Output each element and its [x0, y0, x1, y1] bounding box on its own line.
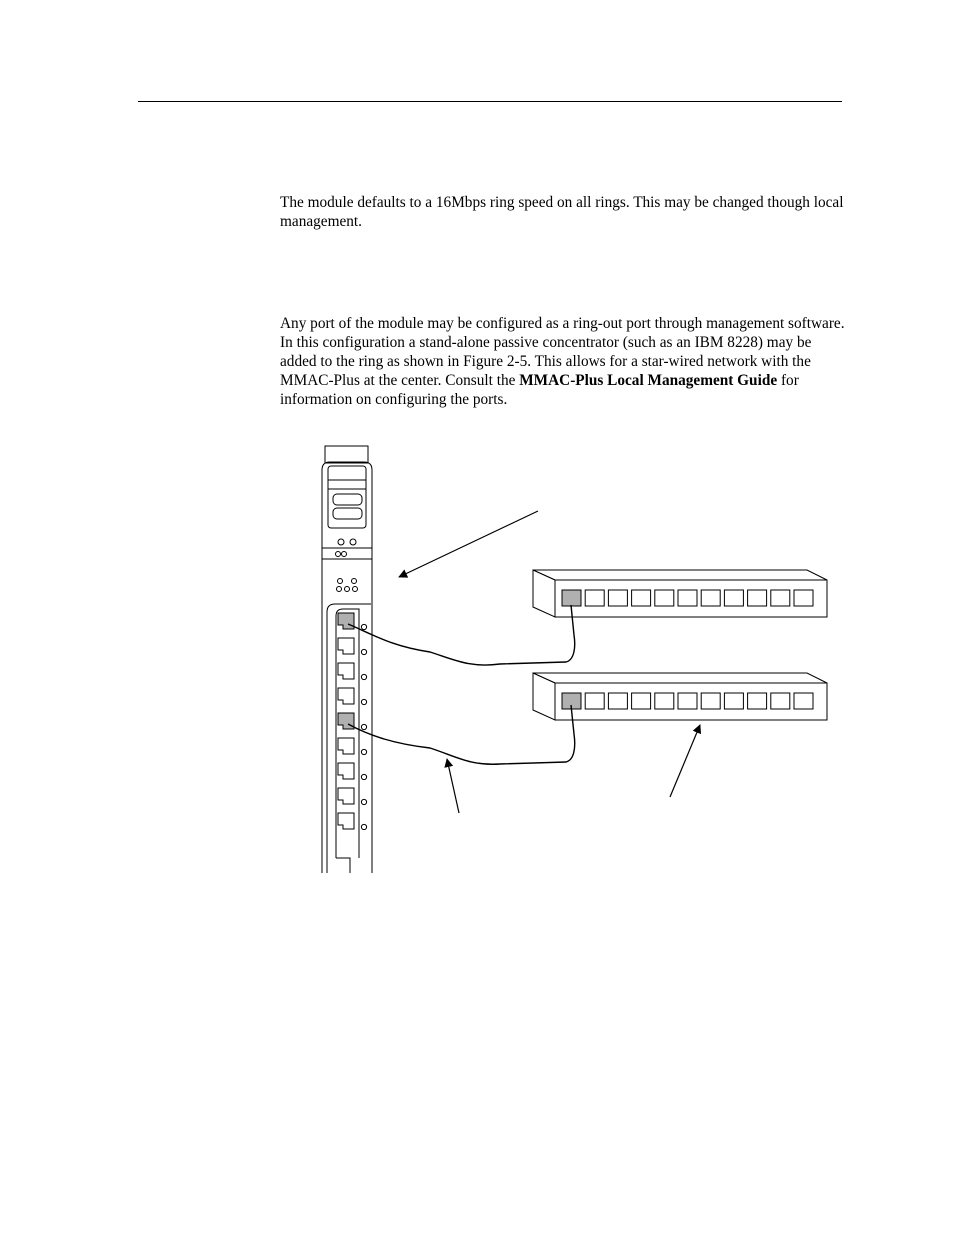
- concentrator-port: [748, 590, 767, 606]
- concentrator-port: [678, 693, 697, 709]
- module-port-led: [361, 774, 366, 779]
- module-port: [338, 638, 354, 654]
- concentrator-port: [562, 590, 581, 606]
- ring-speed-paragraph: The module defaults to a 16Mbps ring speed on all rings. This may be changed though local management.: [280, 194, 844, 230]
- module-button: [333, 508, 362, 519]
- ring-out-cable-upper: [348, 605, 575, 665]
- passive-concentrator: [533, 570, 827, 617]
- module-port: [338, 788, 354, 804]
- passive-concentrator: [533, 673, 827, 720]
- mmac-module: [322, 446, 372, 873]
- module-port-led: [361, 674, 366, 679]
- module-callout-arrow: [399, 511, 538, 577]
- module-led: [353, 587, 358, 592]
- module-port: [338, 663, 354, 679]
- module-port-led: [361, 724, 366, 729]
- module-port-led: [361, 824, 366, 829]
- concentrator-port: [748, 693, 767, 709]
- module-led: [350, 539, 356, 545]
- ring-out-intro-text: Any port of the module may be configured as a ring-out port through management software. In this configuration a stand-alone passive concentrator (such as an IBM 8228) may be added to the ring as shown in Figure 2-5. This allows for a star-wired network with the MMAC-Plus at the center. Consult the: [280, 315, 845, 389]
- concentrator-port: [701, 693, 720, 709]
- concentrator-port: [655, 590, 674, 606]
- concentrator-port: [585, 590, 604, 606]
- module-led: [336, 552, 341, 557]
- concentrator-top-face: [533, 673, 827, 683]
- concentrator-port: [771, 693, 790, 709]
- concentrator-port: [608, 693, 627, 709]
- module-port: [338, 738, 354, 754]
- cable-callout-arrow: [447, 759, 459, 813]
- module-button: [333, 494, 362, 505]
- module-port: [338, 688, 354, 704]
- concentrator-port: [724, 590, 743, 606]
- module-port-led: [361, 649, 366, 654]
- concentrator-port: [655, 693, 674, 709]
- module-port: [338, 763, 354, 779]
- concentrator-port: [771, 590, 790, 606]
- module-led: [338, 579, 343, 584]
- concentrator-port: [794, 693, 813, 709]
- module-led: [352, 579, 357, 584]
- module-port-led: [361, 749, 366, 754]
- module-port-led: [361, 624, 366, 629]
- module-led: [345, 587, 350, 592]
- passive-concentrators: [533, 570, 827, 720]
- concentrator-port: [632, 590, 651, 606]
- concentrator-top-face: [533, 570, 827, 580]
- module-top-tab: [325, 446, 368, 463]
- module-led: [337, 587, 342, 592]
- concentrator-port: [678, 590, 697, 606]
- ring-out-tail-text: for information on configuring the ports.: [280, 372, 799, 408]
- concentrator-callout-arrow: [670, 725, 700, 797]
- module-led: [338, 539, 344, 545]
- module-port-leds: [361, 624, 366, 829]
- module-port: [338, 613, 354, 629]
- guide-title: MMAC-Plus Local Management Guide: [519, 372, 778, 389]
- concentrator-port: [632, 693, 651, 709]
- concentrator-port: [585, 693, 604, 709]
- module-ports: [338, 613, 354, 829]
- module-port: [338, 813, 354, 829]
- module-led: [342, 552, 347, 557]
- concentrator-port: [701, 590, 720, 606]
- module-port-led: [361, 799, 366, 804]
- concentrator-port: [794, 590, 813, 606]
- concentrator-port: [724, 693, 743, 709]
- concentrator-port: [608, 590, 627, 606]
- module-port-led: [361, 699, 366, 704]
- module-port-column-foot: [336, 858, 350, 873]
